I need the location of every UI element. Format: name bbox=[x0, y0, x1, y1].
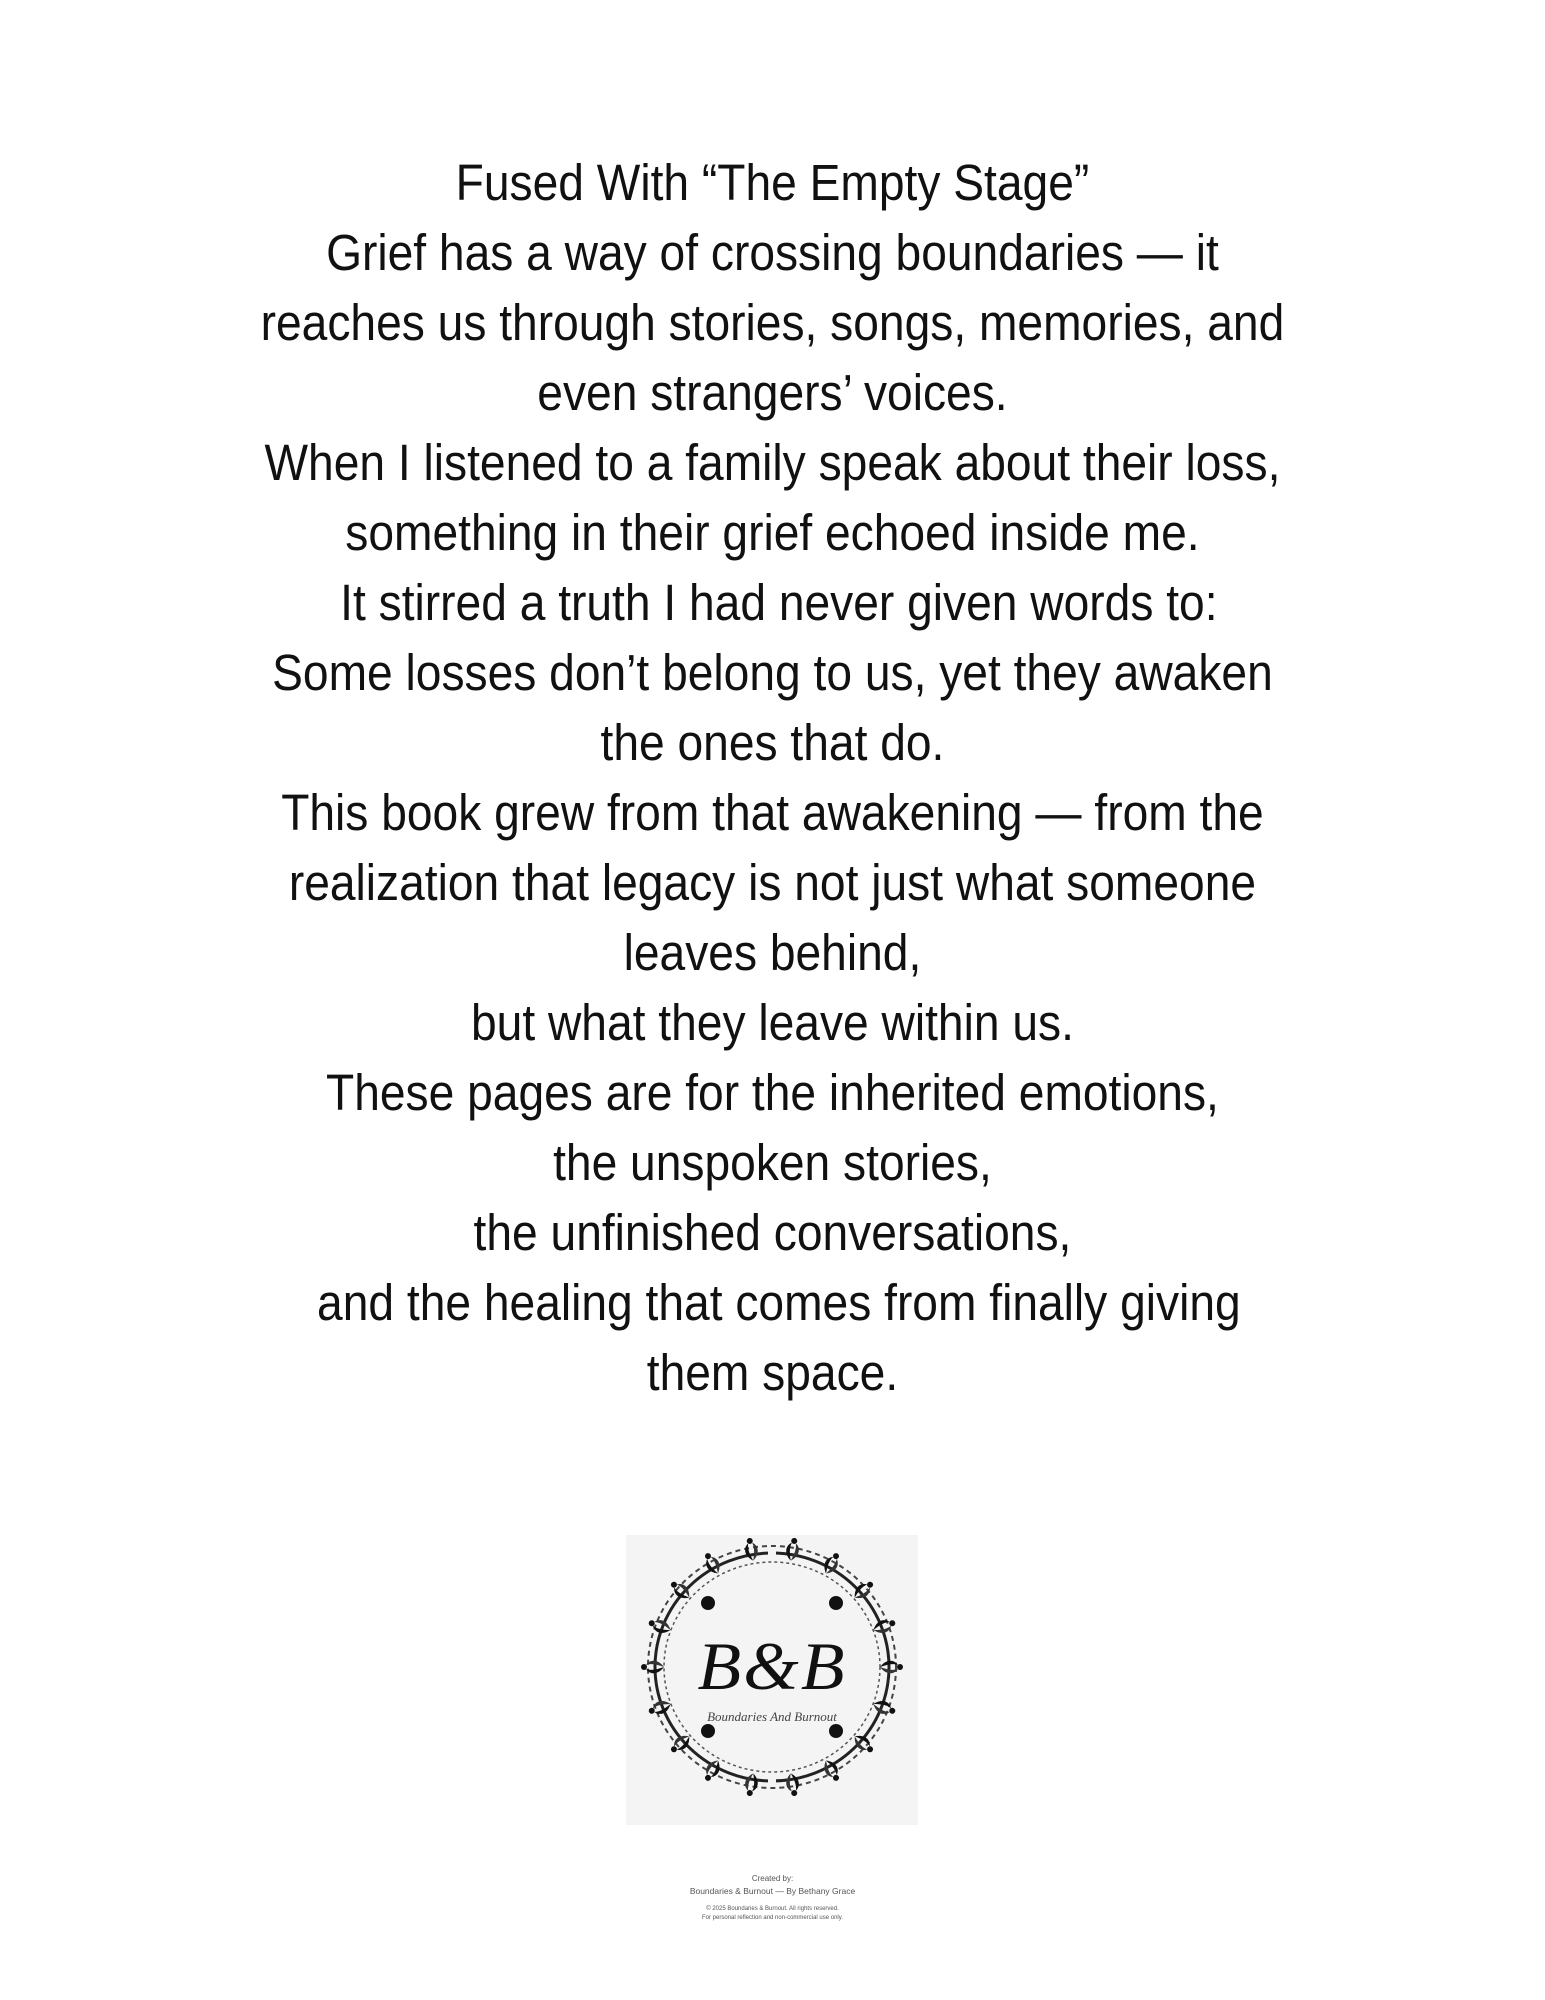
logo-monogram: B&B bbox=[697, 1628, 847, 1704]
text-line: the ones that do. bbox=[600, 714, 945, 771]
text-line: even strangers’ voices. bbox=[537, 364, 1008, 421]
text-line: When I listened to a family speak about their loss, bbox=[264, 434, 1281, 491]
footer-credits bbox=[0, 1873, 1545, 1923]
footer-created-label: Created by: bbox=[751, 1874, 794, 1883]
text-line: the unfinished conversations, bbox=[473, 1204, 1072, 1261]
body-text-block bbox=[0, 148, 1545, 1408]
text-line: leaves behind, bbox=[623, 924, 922, 981]
text-line: but what they leave within us. bbox=[470, 994, 1074, 1051]
text-line: realization that legacy is not just what someone bbox=[288, 854, 1257, 911]
footer-spacer bbox=[0, 1897, 1545, 1905]
text-line: This book grew from that awakening — from the bbox=[281, 784, 1264, 841]
text-line: These pages are for the inherited emotions, bbox=[326, 1064, 1219, 1121]
text-line: something in their grief echoed inside me. bbox=[345, 504, 1200, 561]
text-line: Some losses don’t belong to us, yet they awaken bbox=[272, 644, 1273, 701]
text-line: and the healing that comes from finally giving bbox=[304, 1274, 1241, 1331]
text-line: them space. bbox=[646, 1344, 899, 1401]
footer-brand-line: Boundaries & Burnout — By Bethany Grace bbox=[689, 1886, 856, 1896]
footer-copyright: © 2025 Boundaries & Burnout. All rights reserved. bbox=[706, 1906, 839, 1912]
footer-usage-note: For personal reflection and non-commercial use only. bbox=[702, 1915, 843, 1921]
brand-logo bbox=[626, 1535, 918, 1825]
text-line: It stirred a truth I had never given words to: bbox=[327, 574, 1218, 631]
logo-tagline: Boundaries And Burnout bbox=[707, 1709, 837, 1724]
text-line: the unspoken stories, bbox=[553, 1134, 992, 1191]
text-line: Grief has a way of crossing boundaries — it bbox=[326, 224, 1219, 281]
text-line: reaches us through stories, songs, memories, and bbox=[260, 294, 1285, 351]
document-title: Fused With “The Empty Stage” bbox=[455, 154, 1090, 211]
